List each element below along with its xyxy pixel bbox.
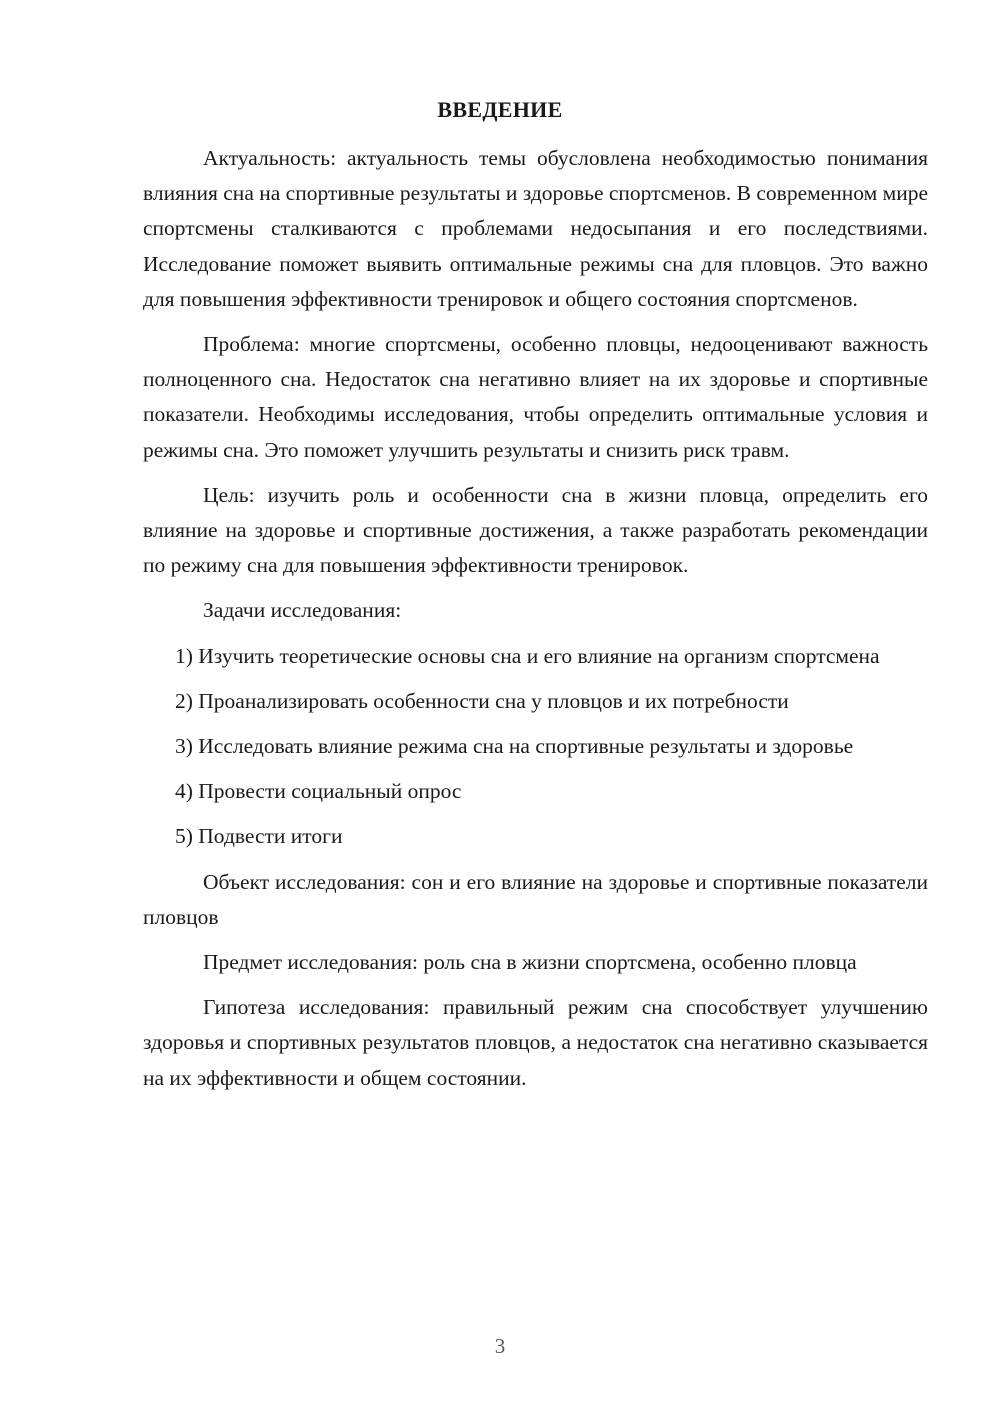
subject-paragraph: Предмет исследования: роль сна в жизни спортсмена, особенно пловца [203,950,857,975]
task-item: 3) Исследовать влияние режима сна на спортивные результаты и здоровье [175,734,854,759]
task-item: 1) Изучить теоретические основы сна и его влияние на организм спортсмена [175,643,880,668]
object-paragraph: Объект исследования: сон и его влияние на здоровье и спортивные показатели пловцов [143,869,928,929]
relevance-paragraph: Актуальность: актуальность темы обусловлена необходимостью понимания влияния сна на спортивные результаты и здоровье спортсменов. В современном мире спортсмены сталкиваются с проблемами недосыпания и его последствиями. Исследование поможет выявить оптимальные режимы сна для пловцов. Это важно для повышения эффективности тренировок и общего состояния спортсменов. [143,146,928,311]
task-item: 5) Подвести итоги [175,824,343,849]
goal-paragraph: Цель: изучить роль и особенности сна в жизни пловца, определить его влияние на здоровье и спортивные достижения, а также разработать рекомендации по режиму сна для повышения эффективности тренировок. [143,482,928,578]
hypothesis-paragraph: Гипотеза исследования: правильный режим сна способствует улучшению здоровья и спортивных результатов пловцов, а недостаток сна негативно сказывается на их эффективности и общем состоянии. [143,995,928,1090]
page-number: 3 [494,1334,506,1358]
task-item: 4) Провести социальный опрос [175,779,462,804]
tasks-title: Задачи исследования: [203,598,402,623]
section-heading: ВВЕДЕНИЕ [437,97,563,122]
task-item: 2) Проанализировать особенности сна у пловцов и их потребности [175,688,789,713]
document-body [143,141,928,1106]
problem-paragraph: Проблема: многие спортсмены, особенно пловцы, недооценивают важность полноценного сна. Недостаток сна негативно влияет на их здоровье и спортивные показатели. Необходимы исследования, чтобы определить оптимальные условия и режимы сна. Это поможет улучшить результаты и снизить риск травм. [143,332,928,462]
